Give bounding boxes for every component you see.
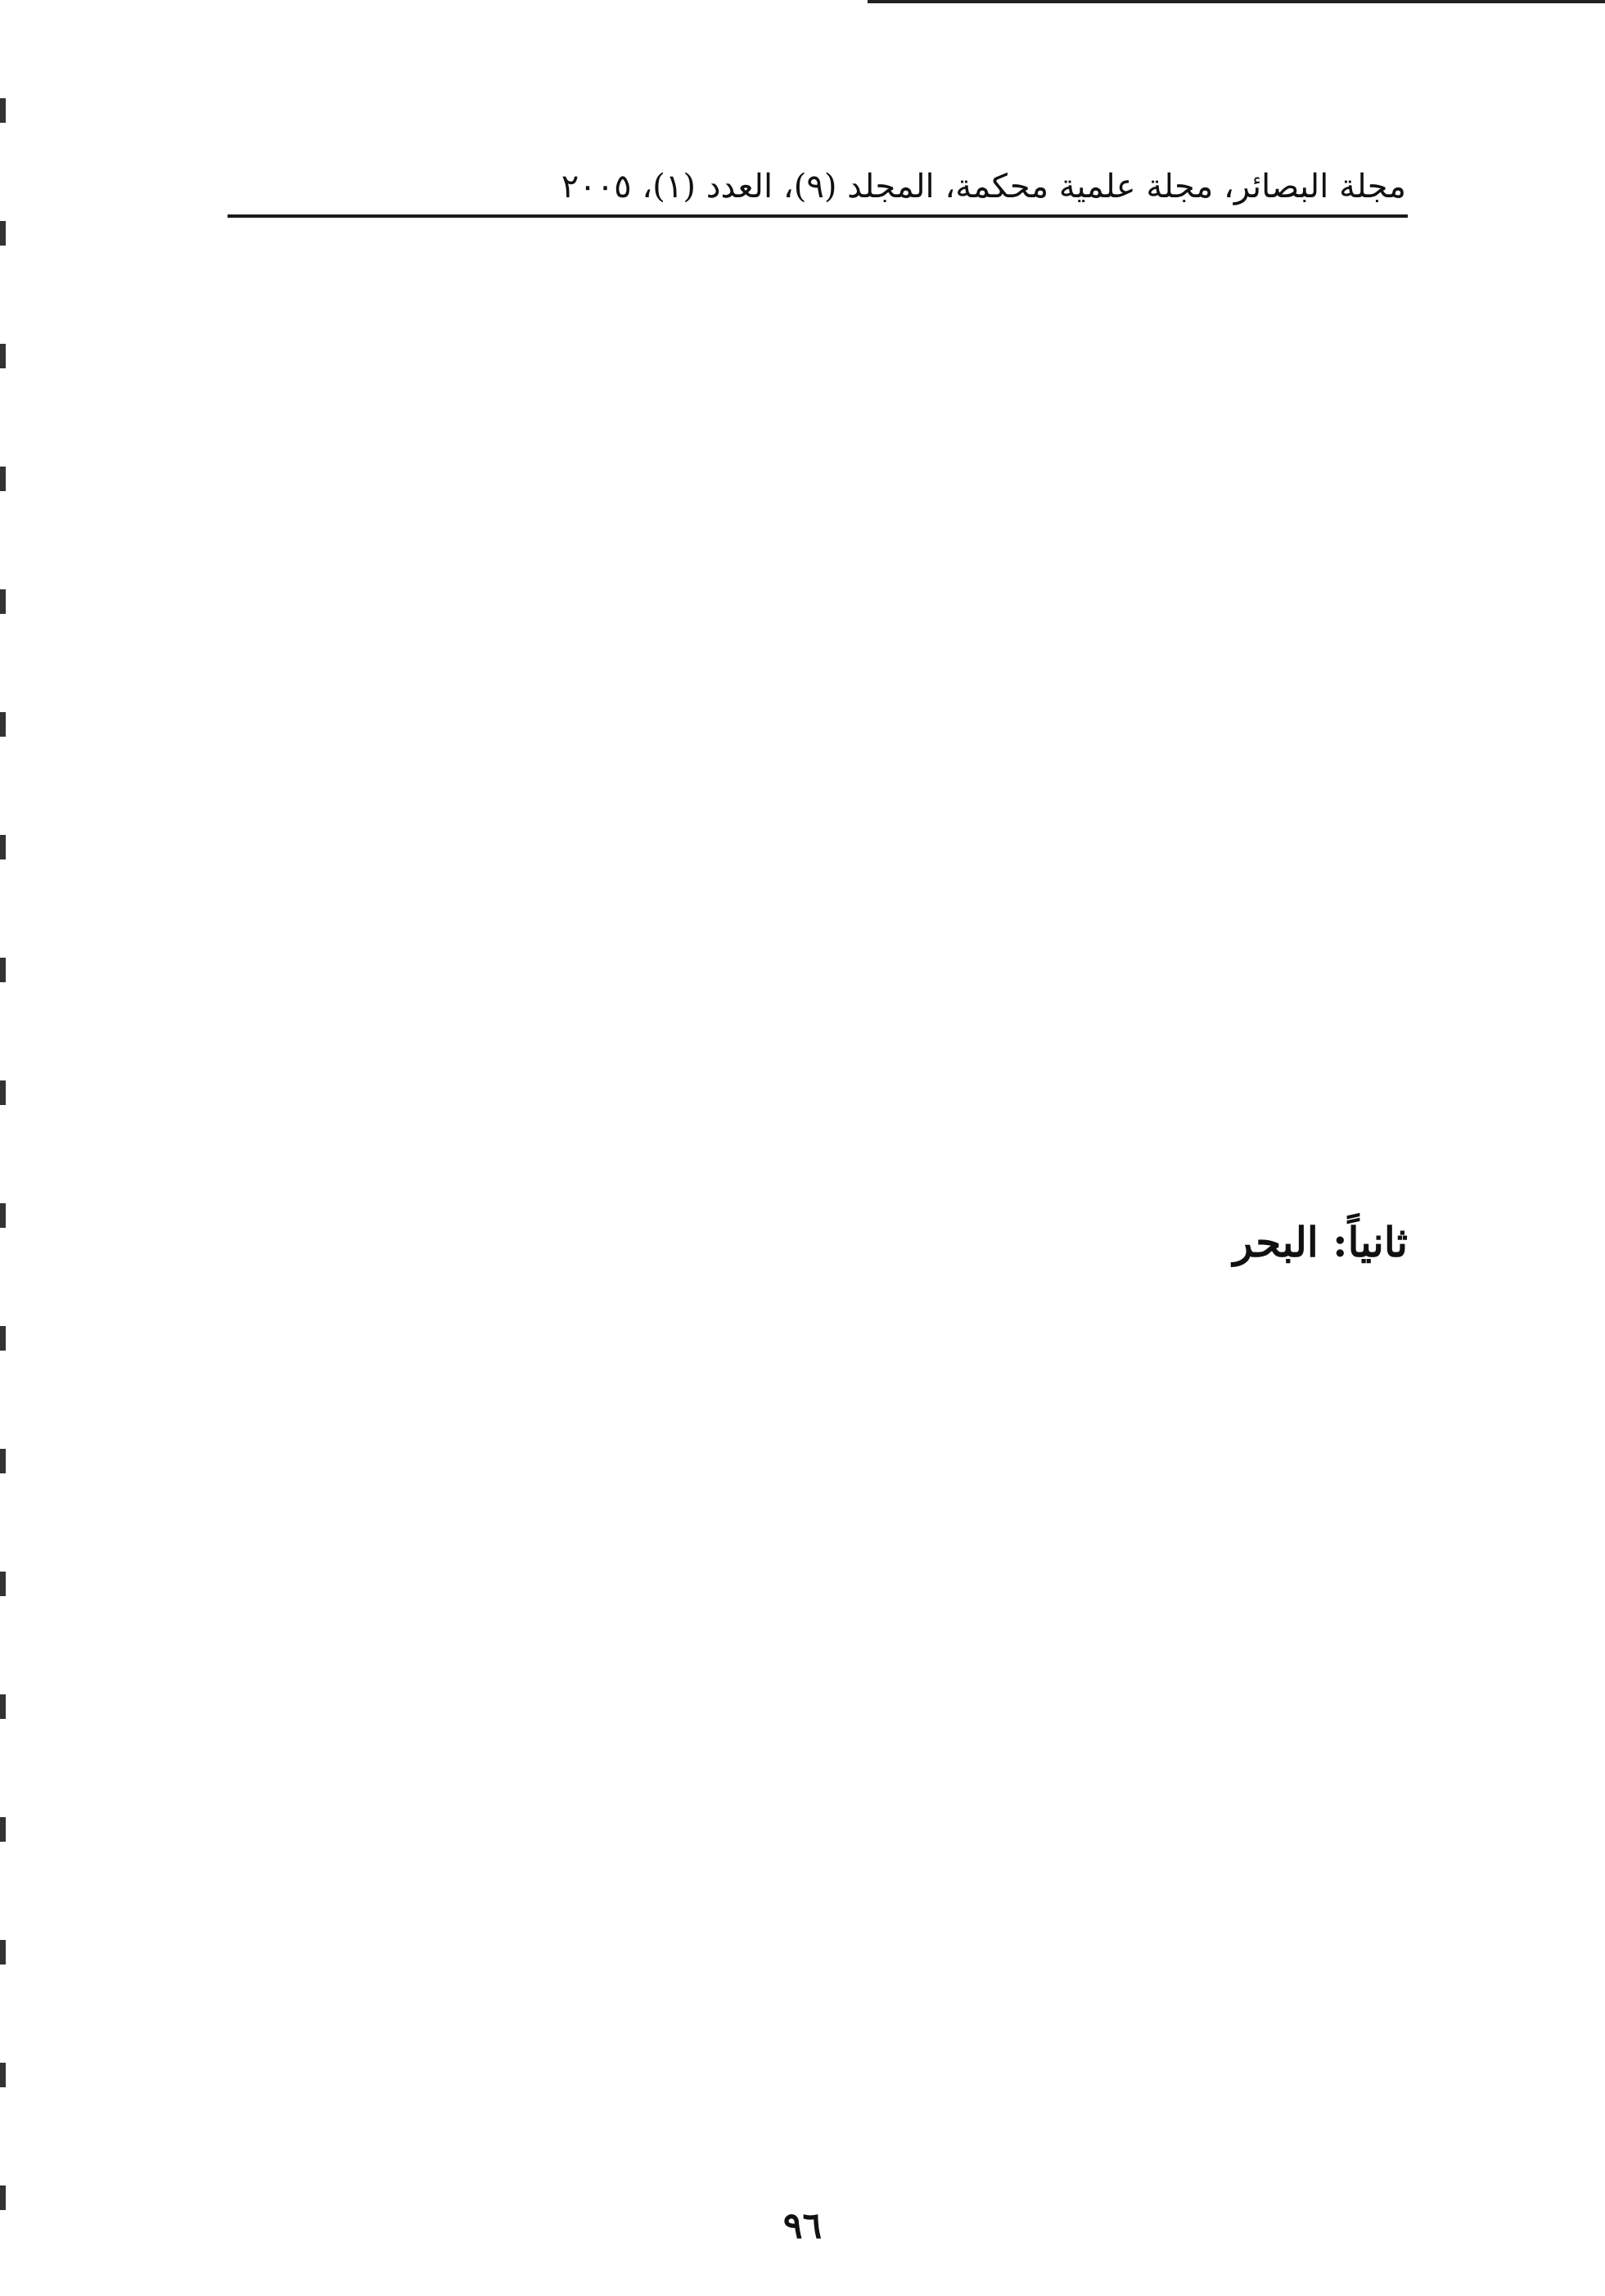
paragraph-3	[228, 851, 1408, 1171]
running-header: مجلة البصائر، مجلة علمية محكمة، المجلد (٩)، العدد (١)، ٢٠٠٥	[561, 168, 1406, 205]
paragraph-2	[228, 493, 1408, 812]
paragraph-1	[228, 262, 1408, 453]
scan-binding-edge	[0, 0, 6, 2296]
paragraph-5	[228, 1667, 1408, 1986]
top-edge-rule	[868, 0, 1605, 3]
section-heading: ثانياً: البحر	[1233, 1218, 1408, 1266]
page-body	[228, 262, 1408, 2025]
page-number: ٩٦	[782, 2205, 823, 2247]
header-divider	[228, 214, 1408, 218]
paragraph-4	[228, 1308, 1408, 1627]
